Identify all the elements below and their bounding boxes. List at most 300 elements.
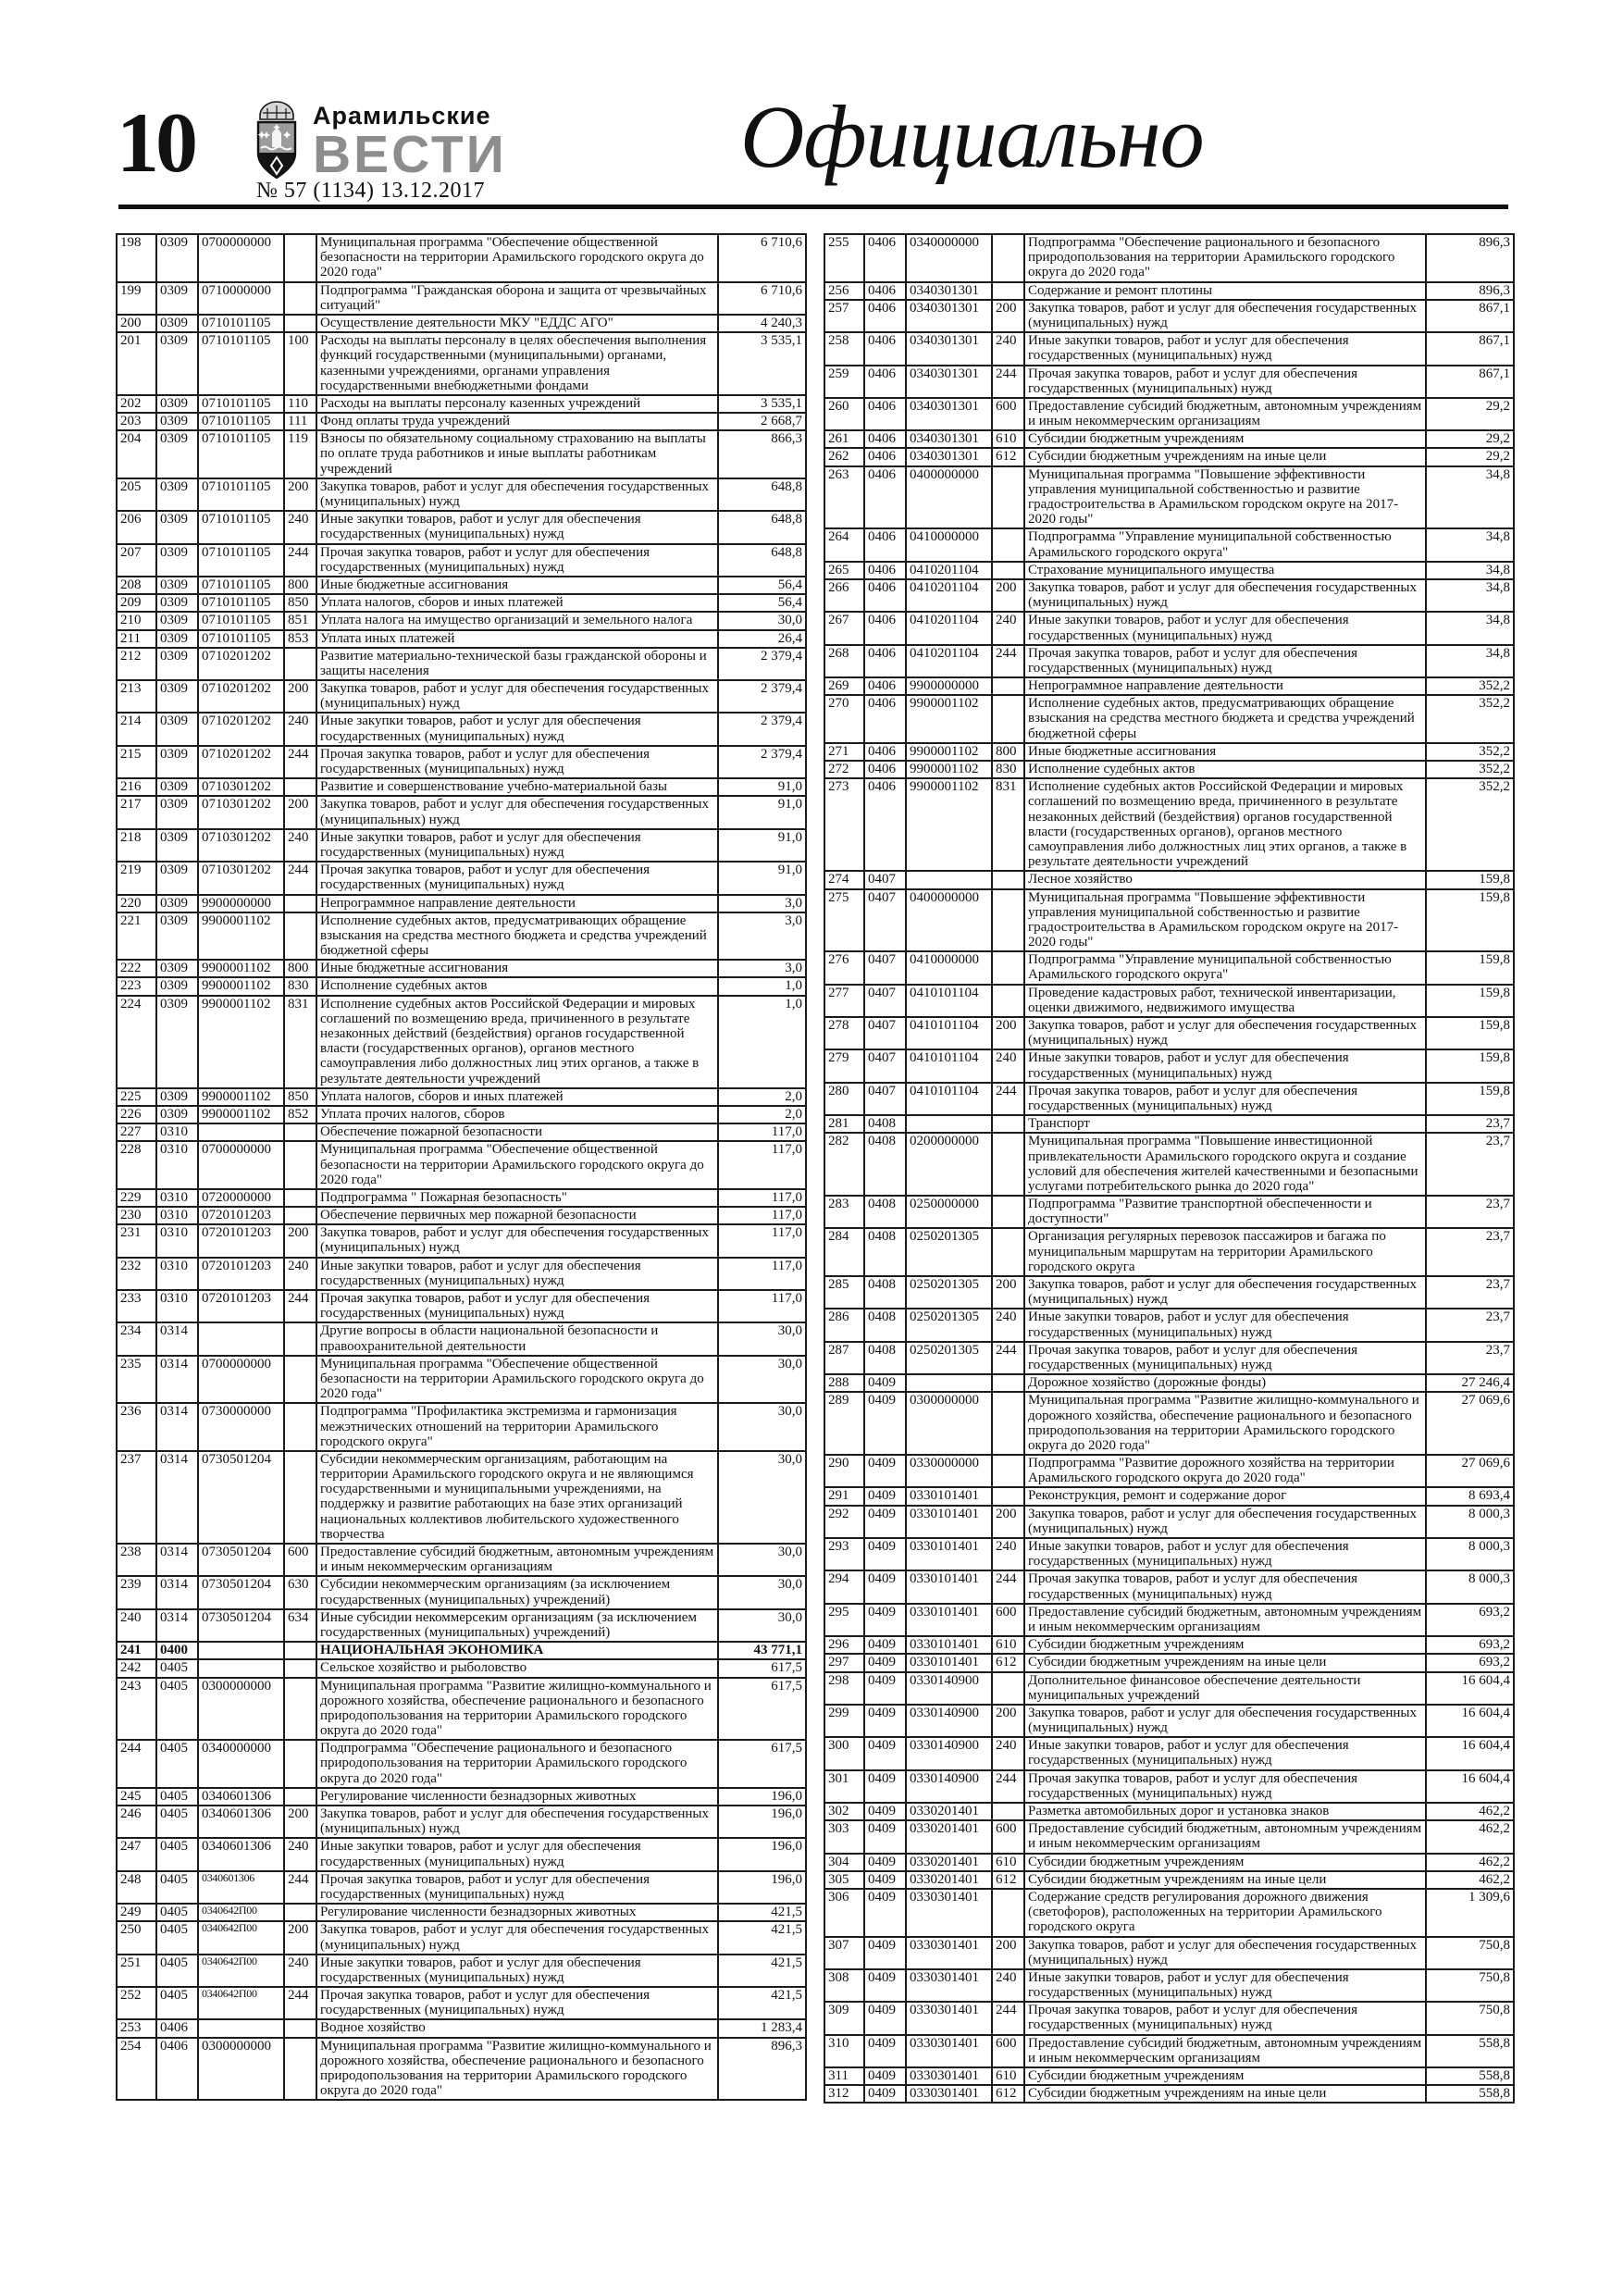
cell-expense-type-code: 200: [992, 1506, 1024, 1538]
cell-expense-type-code: [284, 1123, 316, 1141]
cell-amount: 867,1: [1426, 366, 1514, 398]
cell-expense-type-code: 600: [992, 1820, 1024, 1853]
table-row: [117, 577, 806, 594]
cell-target-article-code: 0410201104: [906, 579, 992, 612]
cell-target-article-code: 0330101401: [906, 1604, 992, 1636]
cell-amount: 91,0: [718, 829, 806, 862]
cell-expense-type-code: 240: [992, 1737, 1024, 1769]
cell-expense-type-code: 851: [284, 612, 316, 629]
cell-target-article-code: 0410101104: [906, 985, 992, 1017]
cell-target-article-code: 0720101203: [198, 1207, 284, 1224]
cell-section-code: 0405: [156, 1740, 198, 1788]
cell-section-code: 0406: [864, 430, 906, 448]
cell-target-article-code: [906, 1374, 992, 1392]
cell-row-number: 296: [824, 1636, 864, 1654]
cell-amount: 43 771,1: [718, 1642, 806, 1659]
cell-expense-type-code: 200: [992, 1276, 1024, 1309]
cell-section-code: 0309: [156, 395, 198, 413]
cell-expense-name: Иные закупки товаров, работ и услуг для обеспечения государственных (муниципальных) нужд: [1024, 1049, 1426, 1082]
cell-row-number: 294: [824, 1570, 864, 1603]
cell-expense-type-code: 244: [284, 746, 316, 778]
cell-target-article-code: 0710000000: [198, 282, 284, 315]
cell-amount: 23,7: [1426, 1228, 1514, 1276]
cell-section-code: 0309: [156, 862, 198, 894]
table-row: [824, 871, 1514, 888]
cell-section-code: 0309: [156, 594, 198, 612]
table-row: [117, 430, 806, 478]
cell-expense-name: Прочая закупка товаров, работ и услуг для обеспечения государственных (муниципальных) нужд: [1024, 1770, 1426, 1803]
cell-row-number: 252: [117, 1987, 156, 2019]
cell-section-code: 0406: [864, 695, 906, 743]
cell-expense-type-code: 600: [992, 398, 1024, 430]
cell-section-code: 0309: [156, 478, 198, 511]
cell-target-article-code: 0710101105: [198, 612, 284, 629]
cell-expense-name: Другие вопросы в области национальной безопасности и правоохранительной деятельности: [316, 1322, 718, 1355]
cell-expense-name: Предоставление субсидий бюджетным, автономным учреждениям и иным некоммерческим организациям: [1024, 1604, 1426, 1636]
cell-expense-type-code: 100: [284, 332, 316, 395]
table-row: [824, 1854, 1514, 1871]
cell-expense-type-code: [284, 1451, 316, 1544]
cell-target-article-code: 9900001102: [906, 695, 992, 743]
table-row: [117, 1838, 806, 1870]
table-row: [117, 796, 806, 828]
cell-section-code: 0310: [156, 1123, 198, 1141]
cell-target-article-code: 0330101401: [906, 1487, 992, 1505]
cell-row-number: 288: [824, 1374, 864, 1392]
table-row: [824, 1342, 1514, 1374]
cell-row-number: 298: [824, 1672, 864, 1705]
cell-target-article-code: 0340601306: [198, 1838, 284, 1870]
cell-target-article-code: 0340601306: [198, 1806, 284, 1838]
table-row: [117, 612, 806, 629]
cell-expense-type-code: 200: [992, 1705, 1024, 1737]
cell-expense-type-code: 240: [992, 612, 1024, 644]
cell-section-code: 0405: [156, 1987, 198, 2019]
cell-section-code: 0314: [156, 1544, 198, 1576]
table-row: [117, 1921, 806, 1954]
cell-section-code: 0406: [864, 300, 906, 332]
cell-target-article-code: [198, 2019, 284, 2037]
cell-expense-type-code: [992, 1803, 1024, 1820]
table-row: [824, 612, 1514, 644]
cell-expense-name: Развитие и совершенствование учебно-материальной базы: [316, 778, 718, 796]
table-row: [824, 645, 1514, 677]
cell-row-number: 277: [824, 985, 864, 1017]
cell-row-number: 257: [824, 300, 864, 332]
cell-expense-type-code: 612: [992, 448, 1024, 465]
cell-target-article-code: [198, 1123, 284, 1141]
cell-section-code: 0409: [864, 1538, 906, 1570]
cell-target-article-code: 0250201305: [906, 1228, 992, 1276]
table-row: [117, 778, 806, 796]
cell-expense-name: Закупка товаров, работ и услуг для обеспечения государственных (муниципальных) нужд: [1024, 579, 1426, 612]
table-row: [824, 1196, 1514, 1228]
cell-expense-type-code: [284, 1642, 316, 1659]
cell-expense-type-code: 850: [284, 594, 316, 612]
cell-amount: 2 379,4: [718, 746, 806, 778]
cell-section-code: 0406: [864, 332, 906, 365]
cell-amount: 617,5: [718, 1659, 806, 1677]
cell-section-code: 0407: [864, 951, 906, 984]
cell-target-article-code: 0300000000: [906, 1392, 992, 1455]
cell-amount: 2 379,4: [718, 680, 806, 713]
cell-expense-name: Непрограммное направление деятельности: [316, 895, 718, 912]
cell-target-article-code: 0340642П00: [198, 1987, 284, 2019]
cell-target-article-code: 0340000000: [198, 1740, 284, 1788]
cell-target-article-code: 9900000000: [906, 677, 992, 695]
cell-amount: 558,8: [1426, 2035, 1514, 2067]
table-row: [117, 1290, 806, 1322]
cell-section-code: 0409: [864, 2035, 906, 2067]
cell-amount: 117,0: [718, 1189, 806, 1207]
cell-amount: 117,0: [718, 1224, 806, 1257]
cell-section-code: 0405: [156, 1838, 198, 1870]
cell-amount: 159,8: [1426, 951, 1514, 984]
cell-expense-name: Уплата налога на имущество организаций и земельного налога: [316, 612, 718, 629]
cell-amount: 27 069,6: [1426, 1455, 1514, 1487]
cell-expense-type-code: 240: [284, 713, 316, 745]
cell-expense-type-code: 240: [284, 511, 316, 543]
table-row: [824, 889, 1514, 952]
cell-row-number: 206: [117, 511, 156, 543]
cell-section-code: 0309: [156, 977, 198, 995]
cell-target-article-code: 0710201202: [198, 680, 284, 713]
cell-amount: 4 240,3: [718, 315, 806, 332]
cell-amount: 30,0: [718, 1544, 806, 1576]
cell-amount: 352,2: [1426, 743, 1514, 761]
cell-row-number: 213: [117, 680, 156, 713]
cell-row-number: 304: [824, 1854, 864, 1871]
cell-amount: 196,0: [718, 1788, 806, 1806]
table-row: [824, 528, 1514, 561]
cell-target-article-code: 9900001102: [198, 912, 284, 961]
cell-amount: 896,3: [1426, 282, 1514, 300]
cell-row-number: 283: [824, 1196, 864, 1228]
cell-section-code: 0309: [156, 713, 198, 745]
cell-target-article-code: 0710101105: [198, 630, 284, 648]
cell-expense-type-code: [992, 677, 1024, 695]
cell-expense-name: Иные бюджетные ассигнования: [316, 960, 718, 977]
table-row: [824, 778, 1514, 871]
cell-expense-name: Содержание средств регулирования дорожного движения (светофоров), расположенных на территории Арамильского городского округа: [1024, 1889, 1426, 1937]
cell-target-article-code: 0340642П00: [198, 1921, 284, 1954]
cell-expense-name: Исполнение судебных актов Российской Федерации и мировых соглашений по возмещению вреда, причиненного в результате незаконных действий (бездействия) органов государственной власти (государственных органов), органов местного самоуправления либо должностных лиц этих органов, а также в результате деятельности учреждений: [316, 996, 718, 1088]
cell-row-number: 308: [824, 1969, 864, 2002]
cell-expense-name: Организация регулярных перевозок пассажиров и багажа по муниципальным маршрутам на территории Арамильского городского округа: [1024, 1228, 1426, 1276]
cell-target-article-code: 0710101105: [198, 511, 284, 543]
table-row: [824, 448, 1514, 465]
cell-target-article-code: 0330301401: [906, 2085, 992, 2103]
cell-section-code: 0408: [864, 1276, 906, 1309]
table-row: [117, 1141, 806, 1189]
cell-expense-type-code: [284, 648, 316, 680]
cell-section-code: 0409: [864, 2002, 906, 2034]
cell-expense-type-code: [992, 1487, 1024, 1505]
cell-target-article-code: 0720101203: [198, 1290, 284, 1322]
cell-section-code: 0409: [864, 1604, 906, 1636]
table-row: [824, 1654, 1514, 1671]
cell-expense-name: Регулирование численности безнадзорных животных: [316, 1788, 718, 1806]
cell-expense-name: Субсидии бюджетным учреждениям на иные цели: [1024, 2085, 1426, 2103]
cell-expense-name: Фонд оплаты труда учреждений: [316, 413, 718, 430]
cell-section-code: 0310: [156, 1290, 198, 1322]
cell-amount: 117,0: [718, 1123, 806, 1141]
cell-amount: 23,7: [1426, 1309, 1514, 1341]
cell-amount: 6 710,6: [718, 282, 806, 315]
cell-target-article-code: 0330140900: [906, 1737, 992, 1769]
cell-amount: 352,2: [1426, 761, 1514, 778]
cell-row-number: 311: [824, 2067, 864, 2085]
cell-section-code: 0314: [156, 1609, 198, 1642]
table-row: [117, 1904, 806, 1921]
cell-target-article-code: 0730501204: [198, 1576, 284, 1608]
cell-expense-type-code: 200: [284, 680, 316, 713]
cell-target-article-code: 0340301301: [906, 282, 992, 300]
cell-expense-name: Иные закупки товаров, работ и услуг для обеспечения государственных (муниципальных) нужд: [1024, 1969, 1426, 2002]
cell-amount: 23,7: [1426, 1196, 1514, 1228]
table-row: [824, 1538, 1514, 1570]
cell-row-number: 269: [824, 677, 864, 695]
table-row: [824, 1636, 1514, 1654]
cell-target-article-code: [906, 871, 992, 888]
table-row: [117, 1642, 806, 1659]
cell-row-number: 290: [824, 1455, 864, 1487]
cell-expense-type-code: [284, 778, 316, 796]
cell-row-number: 306: [824, 1889, 864, 1937]
cell-amount: 693,2: [1426, 1636, 1514, 1654]
cell-target-article-code: 0700000000: [198, 1356, 284, 1404]
cell-expense-type-code: 200: [992, 1937, 1024, 1969]
cell-expense-name: Муниципальная программа "Повышение эффективности управления муниципальной собственностью и развитие градостроительства в Арамильском городском округе на 2017-2020 годы": [1024, 889, 1426, 952]
cell-amount: 117,0: [718, 1290, 806, 1322]
table-row: [824, 1672, 1514, 1705]
cell-amount: 867,1: [1426, 300, 1514, 332]
cell-section-code: 0309: [156, 630, 198, 648]
cell-section-code: 0409: [864, 1705, 906, 1737]
table-row: [117, 2038, 806, 2101]
cell-row-number: 250: [117, 1921, 156, 1954]
cell-target-article-code: 0410201104: [906, 612, 992, 644]
cell-section-code: 0407: [864, 889, 906, 952]
table-row: [824, 951, 1514, 984]
cell-row-number: 235: [117, 1356, 156, 1404]
cell-expense-name: Подпрограмма "Развитие дорожного хозяйства на территории Арамильского городского округа до 2020 года": [1024, 1455, 1426, 1487]
cell-target-article-code: [198, 1642, 284, 1659]
table-row: [117, 1806, 806, 1838]
cell-amount: 30,0: [718, 1322, 806, 1355]
cell-row-number: 263: [824, 466, 864, 529]
cell-target-article-code: 0710301202: [198, 778, 284, 796]
cell-section-code: 0407: [864, 1017, 906, 1049]
cell-expense-type-code: 244: [992, 1083, 1024, 1115]
cell-section-code: 0309: [156, 413, 198, 430]
table-row: [824, 1705, 1514, 1737]
cell-expense-name: Подпрограмма "Профилактика экстремизма и гармонизация межэтнических отношений на территории Арамильского городского округа": [316, 1403, 718, 1451]
cell-expense-type-code: [284, 1189, 316, 1207]
cell-section-code: 0409: [864, 1455, 906, 1487]
cell-target-article-code: 0330201401: [906, 1820, 992, 1853]
cell-expense-type-code: 800: [992, 743, 1024, 761]
cell-expense-type-code: 200: [992, 300, 1024, 332]
cell-expense-name: Субсидии бюджетным учреждениям на иные цели: [1024, 1654, 1426, 1671]
table-row: [824, 2002, 1514, 2034]
table-row: [824, 2085, 1514, 2103]
table-row: [824, 398, 1514, 430]
cell-target-article-code: 0330101401: [906, 1570, 992, 1603]
cell-expense-type-code: 244: [284, 544, 316, 577]
cell-target-article-code: 0340301301: [906, 448, 992, 465]
cell-amount: 352,2: [1426, 695, 1514, 743]
cell-row-number: 284: [824, 1228, 864, 1276]
cell-expense-type-code: [992, 1115, 1024, 1133]
table-row: [824, 300, 1514, 332]
cell-row-number: 299: [824, 1705, 864, 1737]
cell-amount: 2 668,7: [718, 413, 806, 430]
cell-target-article-code: 0400000000: [906, 466, 992, 529]
cell-expense-type-code: 110: [284, 395, 316, 413]
cell-row-number: 264: [824, 528, 864, 561]
cell-expense-name: Иные закупки товаров, работ и услуг для обеспечения государственных (муниципальных) нужд: [1024, 332, 1426, 365]
cell-amount: 30,0: [718, 612, 806, 629]
cell-section-code: 0309: [156, 612, 198, 629]
cell-target-article-code: 0200000000: [906, 1133, 992, 1196]
cell-target-article-code: 0250201305: [906, 1342, 992, 1374]
cell-amount: 693,2: [1426, 1604, 1514, 1636]
cell-section-code: 0409: [864, 1969, 906, 2002]
cell-row-number: 274: [824, 871, 864, 888]
cell-row-number: 238: [117, 1544, 156, 1576]
cell-row-number: 245: [117, 1788, 156, 1806]
cell-row-number: 300: [824, 1737, 864, 1769]
cell-row-number: 254: [117, 2038, 156, 2101]
table-row: [824, 1455, 1514, 1487]
cell-expense-name: Исполнение судебных актов Российской Федерации и мировых соглашений по возмещению вреда, причиненного в результате незаконных действий (бездействия) органов государственной власти (государственных органов), органов местного самоуправления либо должностных лиц этих органов, а также в результате деятельности учреждений: [1024, 778, 1426, 871]
cell-section-code: 0309: [156, 315, 198, 332]
cell-row-number: 198: [117, 234, 156, 282]
cell-row-number: 291: [824, 1487, 864, 1505]
cell-expense-type-code: [284, 1788, 316, 1806]
table-row: [824, 332, 1514, 365]
cell-target-article-code: 0410201104: [906, 645, 992, 677]
cell-expense-name: Закупка товаров, работ и услуг для обеспечения государственных (муниципальных) нужд: [1024, 1276, 1426, 1309]
cell-target-article-code: 0720000000: [198, 1189, 284, 1207]
cell-expense-name: Субсидии бюджетным учреждениям: [1024, 430, 1426, 448]
cell-row-number: 209: [117, 594, 156, 612]
cell-row-number: 217: [117, 796, 156, 828]
cell-amount: 26,4: [718, 630, 806, 648]
cell-section-code: 0309: [156, 912, 198, 961]
table-row: [117, 895, 806, 912]
cell-expense-name: Уплата иных платежей: [316, 630, 718, 648]
cell-section-code: 0407: [864, 1049, 906, 1082]
cell-expense-name: Иные закупки товаров, работ и услуг для обеспечения государственных (муниципальных) нужд: [316, 713, 718, 745]
cell-section-code: 0405: [156, 1788, 198, 1806]
cell-amount: 896,3: [718, 2038, 806, 2101]
cell-expense-type-code: 240: [992, 1538, 1024, 1570]
cell-row-number: 226: [117, 1106, 156, 1123]
cell-section-code: 0310: [156, 1141, 198, 1189]
cell-expense-type-code: [284, 2038, 316, 2101]
cell-row-number: 215: [117, 746, 156, 778]
cell-section-code: 0407: [864, 985, 906, 1017]
cell-target-article-code: 0710301202: [198, 829, 284, 862]
cell-expense-name: Содержание и ремонт плотины: [1024, 282, 1426, 300]
cell-amount: 866,3: [718, 430, 806, 478]
cell-section-code: 0406: [864, 282, 906, 300]
cell-target-article-code: 0330301401: [906, 2067, 992, 2085]
cell-target-article-code: 0710301202: [198, 796, 284, 828]
cell-expense-type-code: 244: [992, 645, 1024, 677]
cell-amount: 29,2: [1426, 430, 1514, 448]
cell-expense-type-code: 831: [992, 778, 1024, 871]
cell-row-number: 251: [117, 1955, 156, 1987]
cell-expense-name: Прочая закупка товаров, работ и услуг для обеспечения государственных (муниципальных) нужд: [316, 1290, 718, 1322]
cell-expense-name: Расходы на выплаты персоналу казенных учреждений: [316, 395, 718, 413]
cell-expense-type-code: 612: [992, 1871, 1024, 1889]
cell-amount: 750,8: [1426, 1937, 1514, 1969]
table-row: [117, 829, 806, 862]
cell-row-number: 233: [117, 1290, 156, 1322]
table-row: [117, 1871, 806, 1904]
cell-target-article-code: 0710101105: [198, 315, 284, 332]
cell-expense-type-code: 111: [284, 413, 316, 430]
cell-expense-type-code: [992, 1889, 1024, 1937]
cell-row-number: 249: [117, 1904, 156, 1921]
cell-expense-type-code: [992, 528, 1024, 561]
cell-expense-type-code: [992, 1672, 1024, 1705]
cell-target-article-code: [906, 1115, 992, 1133]
cell-amount: 30,0: [718, 1576, 806, 1608]
cell-amount: 29,2: [1426, 448, 1514, 465]
cell-expense-type-code: [284, 234, 316, 282]
table-row: [824, 1392, 1514, 1455]
table-row: [117, 1678, 806, 1741]
cell-expense-name: Закупка товаров, работ и услуг для обеспечения государственных (муниципальных) нужд: [1024, 1506, 1426, 1538]
cell-row-number: 222: [117, 960, 156, 977]
cell-expense-type-code: 240: [284, 1258, 316, 1290]
cell-row-number: 224: [117, 996, 156, 1088]
cell-section-code: 0309: [156, 1088, 198, 1106]
table-row: [824, 1969, 1514, 2002]
cell-target-article-code: 0410101104: [906, 1017, 992, 1049]
cell-section-code: 0409: [864, 1737, 906, 1769]
cell-amount: 1,0: [718, 977, 806, 995]
cell-row-number: 227: [117, 1123, 156, 1141]
cell-amount: 30,0: [718, 1356, 806, 1404]
cell-target-article-code: 0330301401: [906, 2035, 992, 2067]
cell-amount: 30,0: [718, 1609, 806, 1642]
cell-row-number: 229: [117, 1189, 156, 1207]
cell-expense-name: Транспорт: [1024, 1115, 1426, 1133]
cell-expense-type-code: [992, 1228, 1024, 1276]
cell-expense-type-code: [284, 1356, 316, 1404]
cell-section-code: 0406: [864, 466, 906, 529]
table-row: [117, 1659, 806, 1677]
cell-expense-name: Прочая закупка товаров, работ и услуг для обеспечения государственных (муниципальных) нужд: [316, 1871, 718, 1904]
cell-row-number: 246: [117, 1806, 156, 1838]
table-row: [824, 366, 1514, 398]
cell-row-number: 248: [117, 1871, 156, 1904]
cell-amount: 23,7: [1426, 1276, 1514, 1309]
masthead-city-label: Арамильские: [313, 102, 491, 130]
cell-expense-name: Прочая закупка товаров, работ и услуг для обеспечения государственных (муниципальных) нужд: [1024, 1083, 1426, 1115]
cell-expense-name: Обеспечение пожарной безопасности: [316, 1123, 718, 1141]
cell-section-code: 0309: [156, 430, 198, 478]
cell-expense-name: Исполнение судебных актов, предусматривающих обращение взыскания на средства местного бюджета и средства учреждений бюджетной сферы: [1024, 695, 1426, 743]
cell-section-code: 0406: [864, 234, 906, 282]
cell-expense-type-code: [992, 562, 1024, 579]
cell-expense-name: Закупка товаров, работ и услуг для обеспечения государственных (муниципальных) нужд: [316, 796, 718, 828]
